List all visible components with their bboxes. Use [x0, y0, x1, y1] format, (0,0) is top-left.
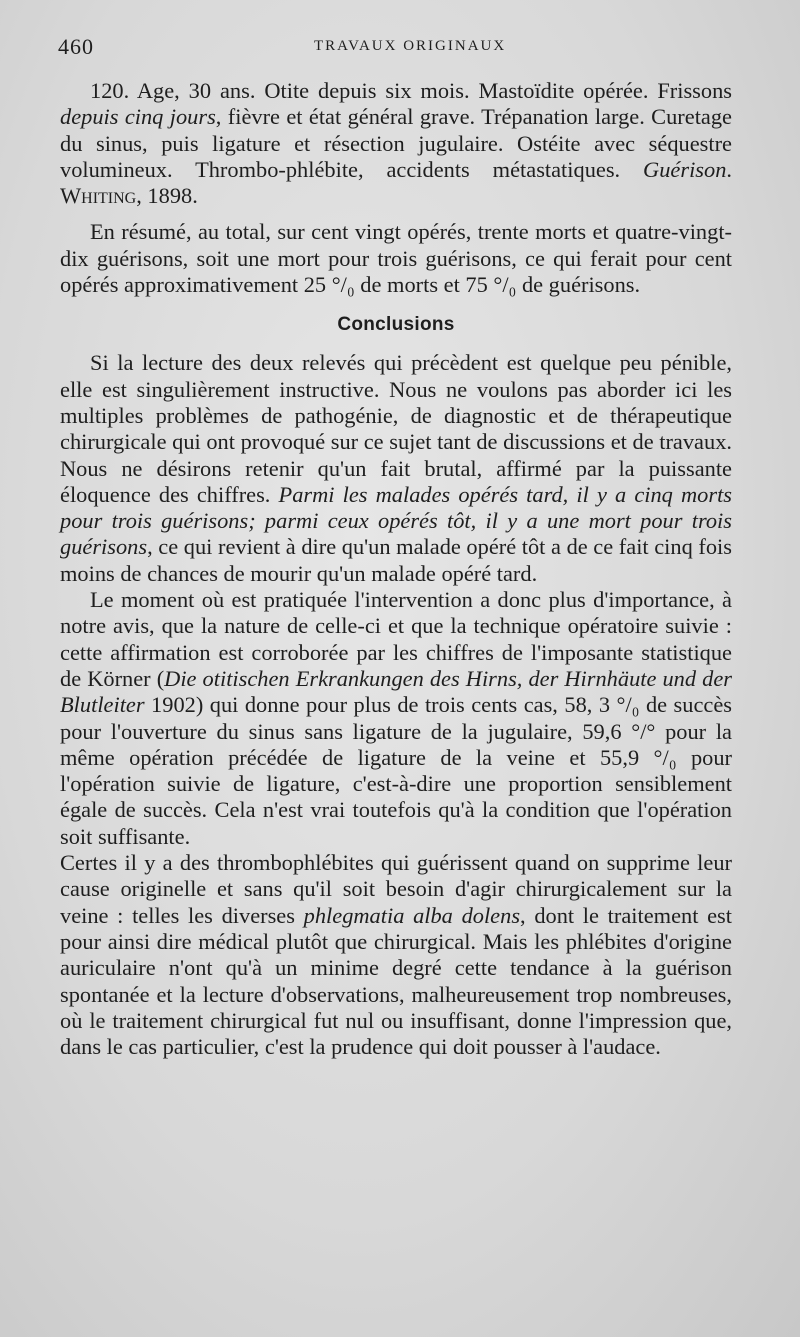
para2-text-1: Le moment où est pratiquée l'intervention a donc plus d'importance, à notre avis, que la nature de celle-ci et que la technique opératoire suivie : cette affirmation est corroborée par les chiffres de l'imposante statistique de Körner ( — [60, 587, 732, 691]
conclusions-paragraph-1 — [60, 350, 732, 587]
para3-text-2: , dont le traitement est pour ainsi dire médical plutôt que chirurgical. Mais les phlébites d'origine auriculaire n'ont qu'à un minime degré cette tendance à la guérison spontanée et la lecture d'observations, malheureusement trop nombreuses, où le traitement chirurgical fut nul ou insuffisant, donne l'impression que, dans le cas particulier, c'est la prudence qui doit pousser à l'audace. — [60, 902, 732, 1060]
para1-italic: Parmi les malades opérés tard, il y a cinq morts pour trois guérisons; parmi ceux opérés tôt, il y a une mort pour trois guérisons — [60, 481, 732, 560]
running-head — [58, 34, 738, 58]
para3-italic: phlegmatia alba dolens — [303, 902, 521, 928]
case-text-2: , fièvre et état général grave. Trépanation large. Curetage du sinus, puis ligature et résection jugulaire. Ostéite avec séquestre volumineux. Thrombo-phlébite, accidents métastatiques. — [60, 104, 732, 182]
para3-text-1: Certes il y a des thrombophlébites qui guérissent quand on supprime leur cause originelle et sans qu'il soit besoin d'agir chirurgicalement sur la veine : telles les diverses — [60, 850, 732, 928]
case-outcome: Guérison — [643, 156, 727, 182]
conclusions-paragraph-2 — [60, 587, 732, 850]
case-number: 120. — [90, 78, 130, 103]
case-author: Whiting — [60, 183, 137, 209]
case-text-3: . — [726, 156, 732, 182]
case-text-1: Age, 30 ans. Otite depuis six mois. Mastoïdite opérée. Frissons — [129, 78, 732, 103]
page-body — [60, 78, 732, 1060]
running-title: TRAVAUX ORIGINAUX — [314, 38, 507, 54]
case-italic-1: depuis cinq jours — [60, 104, 216, 130]
para1-text-2: , ce qui revient à dire qu'un malade opéré tôt a de ce fait cinq fois moins de chances de mourir qu'un malade opéré tard. — [60, 534, 732, 586]
para1-text-1: Si la lecture des deux relevés qui précèdent est quelque peu pénible, elle est singulièrement instructive. Nous ne voulons pas aborder ici les multiples problèmes de pathogénie, de diagnostic et de thérapeutique chirurgicale qui ont provoqué sur ce sujet tant de discussions et de travaux. Nous ne désirons retenir qu'un fait brutal, affirmé par la puissante éloquence des chiffres. — [60, 350, 732, 507]
section-heading: Conclusions — [337, 314, 455, 336]
conclusions-paragraph-3 — [60, 850, 732, 1060]
case-text-4: , 1898. — [136, 183, 198, 209]
para2-italic-citation: Die otitischen Erkrankungen des Hirns, der Hirnhäute und der Blutleiter — [60, 665, 732, 718]
summary-paragraph: En résumé, au total, sur cent vingt opérés, trente morts et quatre-vingt-dix guérisons, soit une mort pour trois guérisons, ce qui ferait pour cent opérés approximativement 25 °/₀ de morts et 75 °/₀ de guérisons. — [60, 219, 732, 298]
case-entry-120 — [60, 78, 732, 209]
para2-text-2: 1902) qui donne pour plus de trois cents cas, 58, 3 °/₀ de succès pour l'ouverture du sinus sans ligature de la jugulaire, 59,6 °/° pour la même opération précédée de ligature de la veine et 55,9 °/₀ pour l'opération suivie de ligature, c'est-à-dire une proportion sensiblement égale de succès. Cela n'est vrai toutefois qu'à la condition que l'opération soit suffisante. — [60, 692, 732, 849]
page-number: 460 — [58, 34, 94, 59]
